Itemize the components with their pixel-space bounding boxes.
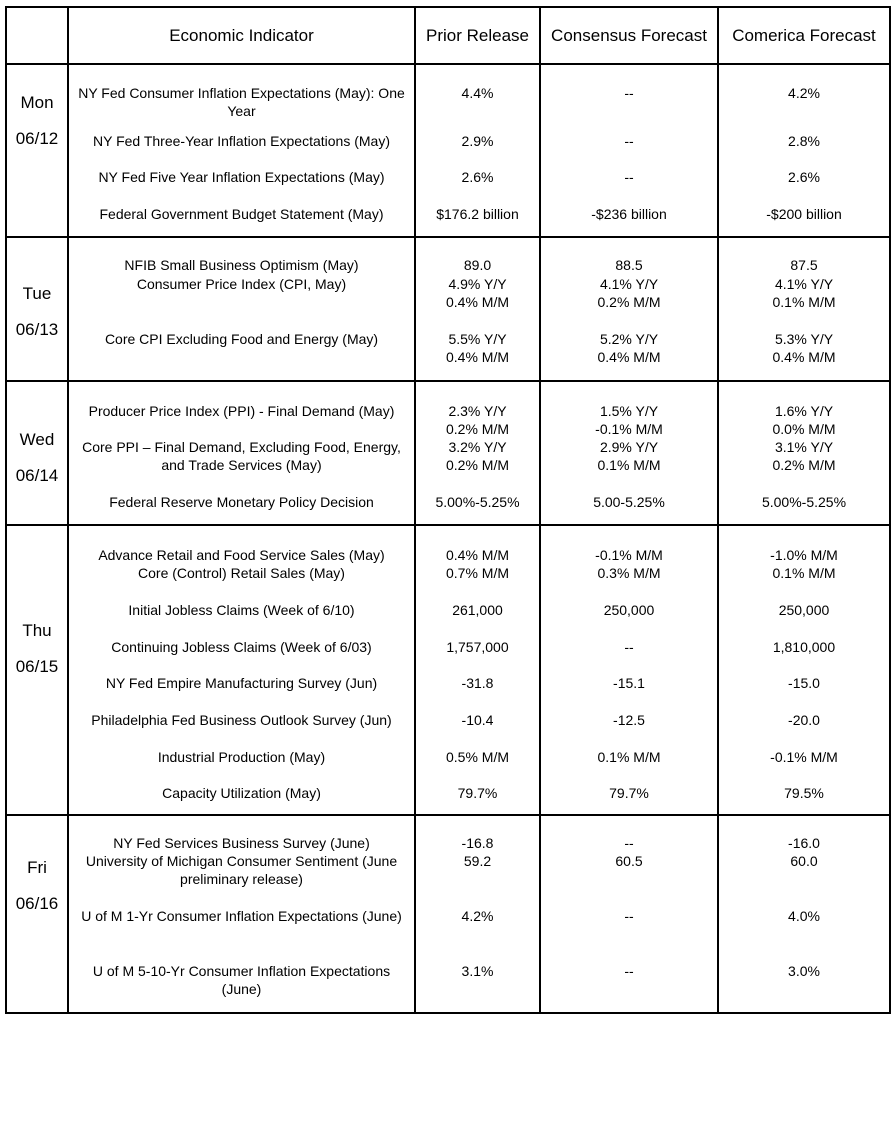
- weekday-label: Mon: [20, 93, 54, 112]
- table-row: [6, 525, 890, 564]
- consensus-cell: --: [540, 962, 718, 1013]
- table-row: [6, 674, 890, 711]
- comerica-cell: 79.5%: [718, 784, 890, 815]
- table-row: [6, 564, 890, 601]
- comerica-cell: 5.00%-5.25%: [718, 493, 890, 525]
- economic-calendar-table: [5, 6, 891, 1014]
- indicator-cell: Producer Price Index (PPI) - Final Demand (May): [68, 381, 415, 438]
- comerica-cell: 60.0: [718, 852, 890, 907]
- table-row: [6, 64, 890, 132]
- consensus-cell: 79.7%: [540, 784, 718, 815]
- table-row: [6, 784, 890, 815]
- table-row: [6, 132, 890, 168]
- weekday-label: Tue: [22, 284, 52, 303]
- comerica-cell: [718, 381, 890, 438]
- table-row: [6, 275, 890, 330]
- prior-cell: 0.5% M/M: [415, 748, 540, 784]
- consensus-mm: -0.1% M/M: [595, 421, 663, 437]
- table-row: [6, 493, 890, 525]
- consensus-cell: 5.00-5.25%: [540, 493, 718, 525]
- prior-cell: 79.7%: [415, 784, 540, 815]
- header-day: [6, 7, 68, 64]
- prior-cell: [415, 381, 540, 438]
- prior-cell: 89.0: [415, 237, 540, 275]
- day-cell-tue: [6, 237, 68, 381]
- prior-cell: 59.2: [415, 852, 540, 907]
- indicator-cell: Capacity Utilization (May): [68, 784, 415, 815]
- prior-cell: 5.00%-5.25%: [415, 493, 540, 525]
- table-row: [6, 852, 890, 907]
- comerica-mm: 0.4% M/M: [772, 349, 836, 365]
- consensus-cell: --: [540, 907, 718, 962]
- consensus-cell: --: [540, 132, 718, 168]
- date-label: 06/15: [15, 657, 59, 676]
- comerica-yy: 3.1% Y/Y: [774, 439, 834, 455]
- prior-cell: 0.7% M/M: [415, 564, 540, 601]
- table-row: [6, 168, 890, 205]
- comerica-cell: 1,810,000: [718, 638, 890, 674]
- comerica-cell: -$200 billion: [718, 205, 890, 237]
- consensus-yy: 1.5% Y/Y: [599, 403, 659, 419]
- consensus-cell: [540, 330, 718, 381]
- header-indicator: Economic Indicator: [68, 7, 415, 64]
- comerica-cell: 2.6%: [718, 168, 890, 205]
- day-cell-fri: [6, 815, 68, 1013]
- consensus-cell: --: [540, 638, 718, 674]
- comerica-yy: 5.3% Y/Y: [774, 331, 834, 347]
- table-row: [6, 205, 890, 237]
- consensus-cell: 250,000: [540, 601, 718, 638]
- indicator-cell: Consumer Price Index (CPI, May): [68, 275, 415, 330]
- prior-cell: [415, 330, 540, 381]
- day-cell-thu: [6, 525, 68, 815]
- comerica-cell: 2.8%: [718, 132, 890, 168]
- comerica-cell: 4.0%: [718, 907, 890, 962]
- consensus-cell: --: [540, 168, 718, 205]
- weekday-label: Wed: [19, 430, 55, 449]
- indicator-cell: U of M 1-Yr Consumer Inflation Expectations (June): [68, 907, 415, 962]
- table-row: [6, 381, 890, 438]
- prior-cell: 4.2%: [415, 907, 540, 962]
- comerica-cell: 250,000: [718, 601, 890, 638]
- indicator-cell: Core PPI – Final Demand, Excluding Food, Energy, and Trade Services (May): [68, 438, 415, 493]
- date-label: 06/14: [15, 466, 59, 485]
- comerica-cell: -20.0: [718, 711, 890, 748]
- consensus-cell: -0.1% M/M: [540, 525, 718, 564]
- consensus-cell: -15.1: [540, 674, 718, 711]
- prior-cell: 3.1%: [415, 962, 540, 1013]
- date-label: 06/13: [15, 320, 59, 339]
- indicator-cell: University of Michigan Consumer Sentiment (June preliminary release): [68, 852, 415, 907]
- indicator-cell: NY Fed Services Business Survey (June): [68, 815, 415, 852]
- comerica-cell: -15.0: [718, 674, 890, 711]
- indicator-cell: Advance Retail and Food Service Sales (May): [68, 525, 415, 564]
- indicator-cell: Industrial Production (May): [68, 748, 415, 784]
- header-prior-release: Prior Release: [415, 7, 540, 64]
- prior-cell: 2.9%: [415, 132, 540, 168]
- comerica-cell: -0.1% M/M: [718, 748, 890, 784]
- prior-yy: 2.3% Y/Y: [448, 403, 507, 419]
- indicator-cell: NY Fed Empire Manufacturing Survey (Jun): [68, 674, 415, 711]
- prior-cell: 1,757,000: [415, 638, 540, 674]
- prior-cell: 4.4%: [415, 64, 540, 132]
- consensus-mm: 0.4% M/M: [597, 349, 661, 365]
- indicator-cell: NFIB Small Business Optimism (May): [68, 237, 415, 275]
- consensus-cell: 0.1% M/M: [540, 748, 718, 784]
- comerica-cell: -1.0% M/M: [718, 525, 890, 564]
- table-row: [6, 907, 890, 962]
- consensus-yy: 5.2% Y/Y: [599, 331, 659, 347]
- day-cell-wed: [6, 381, 68, 525]
- table-row: [6, 748, 890, 784]
- comerica-mm: 0.1% M/M: [772, 294, 836, 310]
- table-row: [6, 237, 890, 275]
- comerica-cell: 4.2%: [718, 64, 890, 132]
- table-row: [6, 711, 890, 748]
- indicator-cell: NY Fed Three-Year Inflation Expectations (May): [68, 132, 415, 168]
- indicator-cell: Federal Government Budget Statement (May): [68, 205, 415, 237]
- comerica-mm: 0.2% M/M: [772, 457, 836, 473]
- prior-mm: 0.4% M/M: [445, 294, 509, 310]
- table-row: [6, 601, 890, 638]
- header-consensus-forecast: Consensus Forecast: [540, 7, 718, 64]
- table-row: [6, 962, 890, 1013]
- header-row: [6, 7, 890, 64]
- comerica-cell: 3.0%: [718, 962, 890, 1013]
- date-label: 06/16: [15, 894, 59, 913]
- prior-cell: [415, 275, 540, 330]
- consensus-cell: -12.5: [540, 711, 718, 748]
- consensus-cell: [540, 438, 718, 493]
- prior-cell: -10.4: [415, 711, 540, 748]
- comerica-cell: 0.1% M/M: [718, 564, 890, 601]
- indicator-cell: Initial Jobless Claims (Week of 6/10): [68, 601, 415, 638]
- comerica-cell: [718, 330, 890, 381]
- comerica-cell: -16.0: [718, 815, 890, 852]
- prior-cell: [415, 438, 540, 493]
- consensus-cell: 88.5: [540, 237, 718, 275]
- prior-cell: $176.2 billion: [415, 205, 540, 237]
- consensus-cell: --: [540, 64, 718, 132]
- prior-yy: 5.5% Y/Y: [448, 331, 507, 347]
- consensus-cell: [540, 275, 718, 330]
- comerica-cell: [718, 275, 890, 330]
- prior-cell: 261,000: [415, 601, 540, 638]
- comerica-yy: 4.1% Y/Y: [774, 276, 834, 292]
- prior-cell: 0.4% M/M: [415, 525, 540, 564]
- prior-cell: 2.6%: [415, 168, 540, 205]
- date-label: 06/12: [15, 129, 59, 148]
- comerica-mm: 0.0% M/M: [772, 421, 836, 437]
- indicator-cell: NY Fed Consumer Inflation Expectations (May): One Year: [68, 64, 415, 132]
- consensus-cell: 60.5: [540, 852, 718, 907]
- prior-cell: -31.8: [415, 674, 540, 711]
- indicator-cell: Continuing Jobless Claims (Week of 6/03): [68, 638, 415, 674]
- comerica-yy: 1.6% Y/Y: [774, 403, 834, 419]
- prior-mm: 0.2% M/M: [445, 457, 509, 473]
- weekday-label: Thu: [22, 621, 52, 640]
- indicator-cell: NY Fed Five Year Inflation Expectations (May): [68, 168, 415, 205]
- consensus-yy: 2.9% Y/Y: [599, 439, 659, 455]
- indicator-cell: U of M 5-10-Yr Consumer Inflation Expectations (June): [68, 962, 415, 1013]
- indicator-cell: Core CPI Excluding Food and Energy (May): [68, 330, 415, 381]
- prior-mm: 0.2% M/M: [445, 421, 509, 437]
- indicator-cell: Philadelphia Fed Business Outlook Survey (Jun): [68, 711, 415, 748]
- table-row: [6, 815, 890, 852]
- indicator-cell: Core (Control) Retail Sales (May): [68, 564, 415, 601]
- comerica-cell: 87.5: [718, 237, 890, 275]
- indicator-cell: Federal Reserve Monetary Policy Decision: [68, 493, 415, 525]
- prior-yy: 3.2% Y/Y: [448, 439, 507, 455]
- consensus-mm: 0.2% M/M: [597, 294, 661, 310]
- consensus-cell: -$236 billion: [540, 205, 718, 237]
- prior-mm: 0.4% M/M: [445, 349, 509, 365]
- table-row: [6, 438, 890, 493]
- prior-cell: -16.8: [415, 815, 540, 852]
- table-row: [6, 330, 890, 381]
- consensus-yy: 4.1% Y/Y: [599, 276, 659, 292]
- consensus-cell: --: [540, 815, 718, 852]
- day-cell-mon: [6, 64, 68, 237]
- header-comerica-forecast: Comerica Forecast: [718, 7, 890, 64]
- weekday-label: Fri: [27, 858, 47, 877]
- consensus-cell: 0.3% M/M: [540, 564, 718, 601]
- consensus-mm: 0.1% M/M: [597, 457, 661, 473]
- table-row: [6, 638, 890, 674]
- consensus-cell: [540, 381, 718, 438]
- comerica-cell: [718, 438, 890, 493]
- prior-yy: 4.9% Y/Y: [448, 276, 507, 292]
